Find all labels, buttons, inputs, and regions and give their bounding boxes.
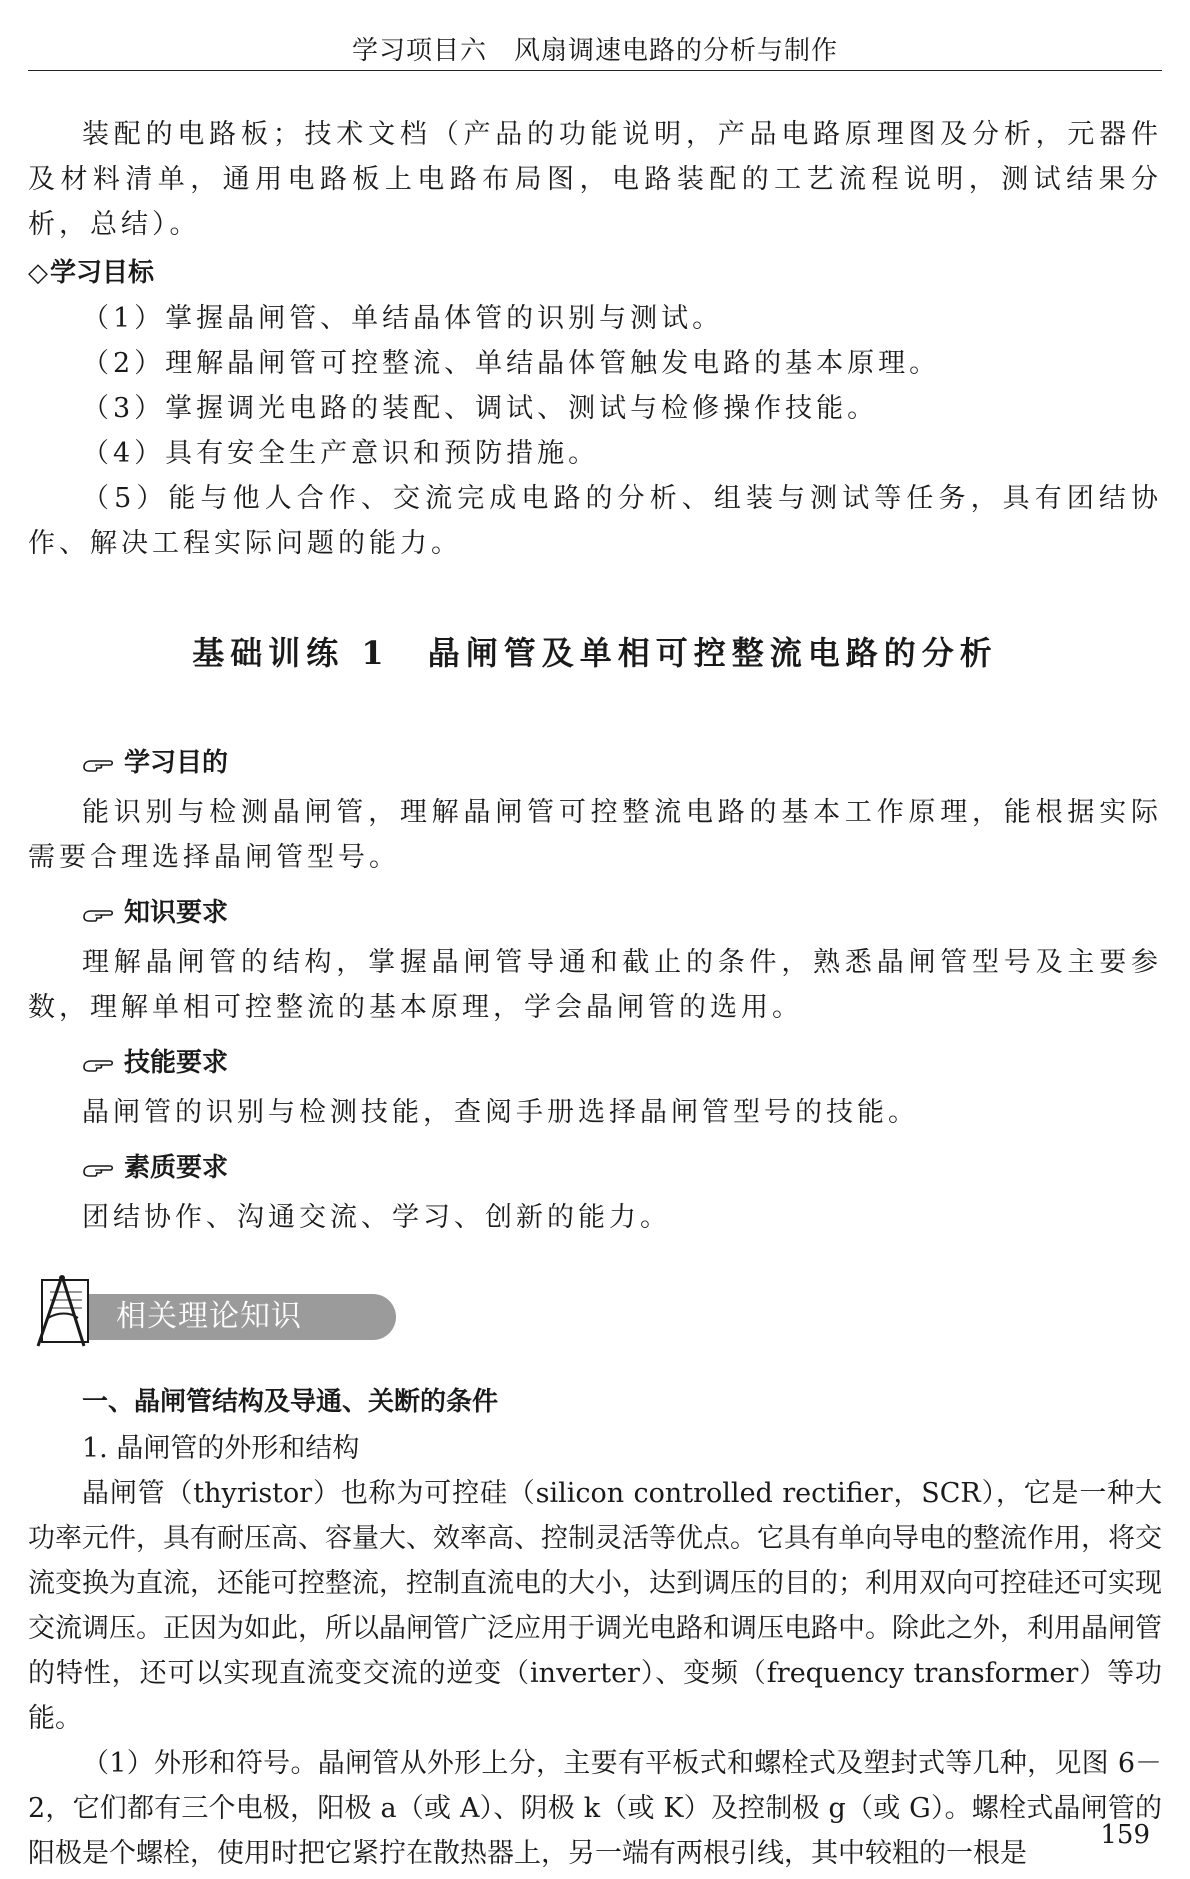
subheading-label: 学习目的 xyxy=(124,748,229,778)
body-paragraph: 晶闸管（thyristor）也称为可控硅（silicon controlled rectifier，SCR），它是一种大功率元件，具有耐压高、容量大、效率高、控制灵活等优点。它具有单向导电的整流作用，将交流变换为直流，还能可控整流，控制直流电的大小，达到调压的目的；利用双向可控硅还可实现交流调压。正因为如此，所以晶闸管广泛应用于调光电路和调压电路中。除此之外，利用晶闸管的特性，还可以实现直流变交流的逆变（inverter）、变频（frequency transformer）等功能。 xyxy=(28,1478,1162,1734)
page-body xyxy=(28,112,1162,1876)
goal-item: （1）掌握晶闸管、单结晶体管的识别与测试。 xyxy=(82,303,724,334)
running-header: 学习项目六 风扇调速电路的分析与制作 xyxy=(351,36,838,66)
body-paragraph: （1）外形和符号。晶闸管从外形上分，主要有平板式和螺栓式及塑封式等几种，见图 6－2，它们都有三个电极，阳极 a（或 A）、阴极 k（或 K）及控制极 g（或 G）。螺栓式晶闸管的阳极是个螺栓，使用时把它紧拧在散热器上，另一端有两根引线，其中较粗的一根是 xyxy=(28,1748,1162,1869)
requirement-text: 能识别与检测晶闸管，理解晶闸管可控整流电路的基本工作原理，能根据实际需要合理选择晶闸管型号。 xyxy=(28,797,1162,873)
section-title: 基础训练 1 晶闸管及单相可控整流电路的分析 xyxy=(192,634,998,672)
subheading-skills xyxy=(28,1036,1162,1090)
goal-item: （2）理解晶闸管可控整流、单结晶体管触发电路的基本原理。 xyxy=(82,348,941,379)
subheading-label: 素质要求 xyxy=(124,1153,229,1183)
subheading-label: 技能要求 xyxy=(124,1048,229,1078)
subheading-label: 知识要求 xyxy=(124,898,229,928)
pointing-hand-icon xyxy=(82,1158,118,1178)
pointing-hand-icon xyxy=(82,903,118,923)
goal-item: （5）能与他人合作、交流完成电路的分析、组装与测试等任务，具有团结协作、解决工程实际问题的能力。 xyxy=(28,483,1162,559)
subheading-knowledge xyxy=(28,886,1162,940)
subheading-learning-purpose xyxy=(28,736,1162,790)
heading-level-2: 1. 晶闸管的外形和结构 xyxy=(82,1433,360,1464)
heading-level-1: 一、晶闸管结构及导通、关断的条件 xyxy=(82,1387,499,1417)
intro-paragraph: 装配的电路板；技术文档（产品的功能说明，产品电路原理图及分析，元器件及材料清单，通用电路板上电路布局图，电路装配的工艺流程说明，测试结果分析，总结）。 xyxy=(28,119,1162,240)
goal-item: （3）掌握调光电路的装配、调试、测试与检修操作技能。 xyxy=(82,393,879,424)
requirement-text: 晶闸管的识别与检测技能，查阅手册选择晶闸管型号的技能。 xyxy=(82,1097,919,1128)
goal-item: （4）具有安全生产意识和预防措施。 xyxy=(82,438,600,469)
banner-label: 相关理论知识 xyxy=(116,1299,302,1334)
requirement-text: 团结协作、沟通交流、学习、创新的能力。 xyxy=(82,1202,671,1233)
goals-heading xyxy=(28,251,1162,296)
pointing-hand-icon xyxy=(82,753,118,773)
goals-heading-label: 学习目标 xyxy=(50,258,155,288)
page-number: 159 xyxy=(1100,1820,1150,1850)
compass-book-icon xyxy=(28,1272,108,1352)
header-rule xyxy=(28,70,1162,71)
requirement-text: 理解晶闸管的结构，掌握晶闸管导通和截止的条件，熟悉晶闸管型号及主要参数，理解单相可控整流的基本原理，学会晶闸管的选用。 xyxy=(28,947,1162,1023)
pointing-hand-icon xyxy=(82,1053,118,1073)
theory-banner xyxy=(28,1272,1162,1352)
diamond-icon: ◇ xyxy=(28,258,48,288)
subheading-quality xyxy=(28,1141,1162,1195)
